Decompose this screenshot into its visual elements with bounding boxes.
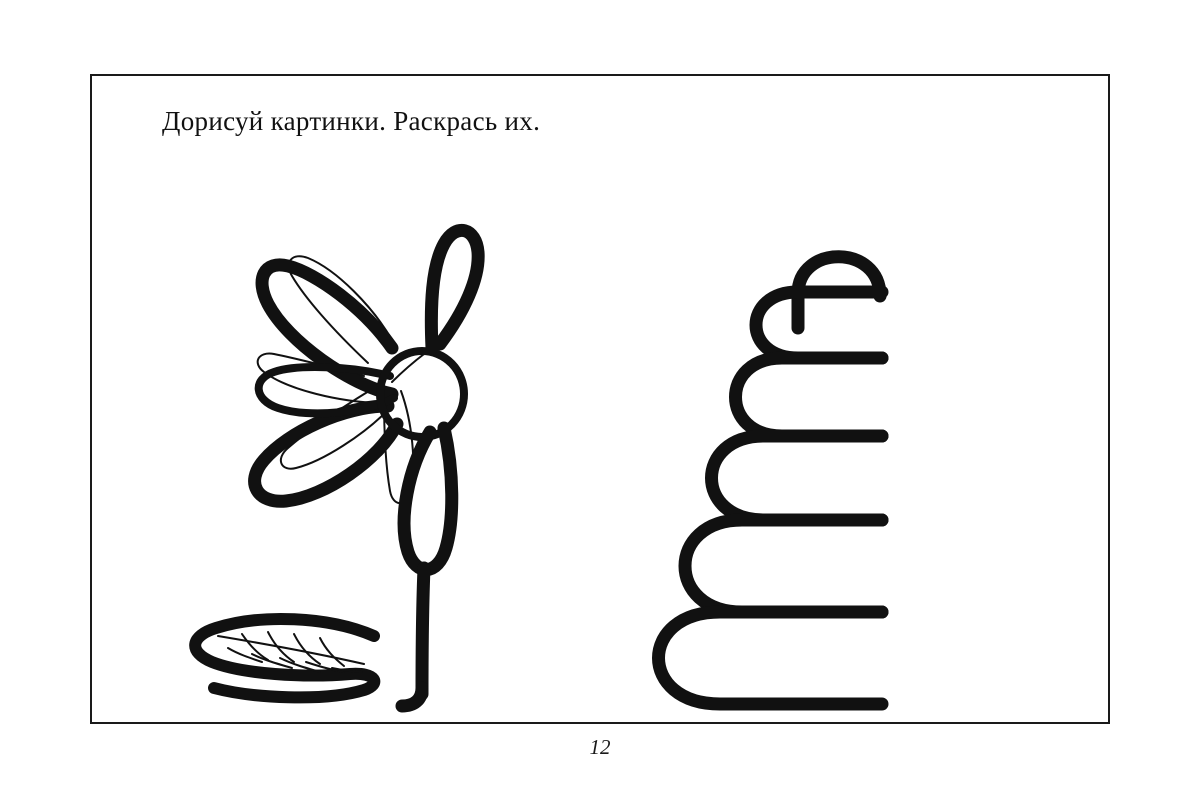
flower-petal-bottom <box>404 428 452 570</box>
flower-petal-top <box>431 230 478 348</box>
flower-stem <box>422 568 424 694</box>
pyramid-ring-1 <box>756 292 882 358</box>
flower-stem-hook <box>402 688 422 706</box>
instruction-text: Дорисуй картинки. Раскрась их. <box>162 106 541 136</box>
flower-leaf-outline <box>195 619 374 697</box>
worksheet-frame <box>90 74 1110 724</box>
flower-half-drawing <box>195 230 478 706</box>
pyramid-ring-4 <box>685 520 882 612</box>
pyramid-ring-2 <box>736 358 883 436</box>
pyramid-ring-5 <box>659 612 883 704</box>
pyramid-half-drawing <box>659 257 883 704</box>
pyramid-ring-3 <box>712 436 883 520</box>
drawing-area <box>92 76 1108 722</box>
page-number: 12 <box>589 735 611 759</box>
